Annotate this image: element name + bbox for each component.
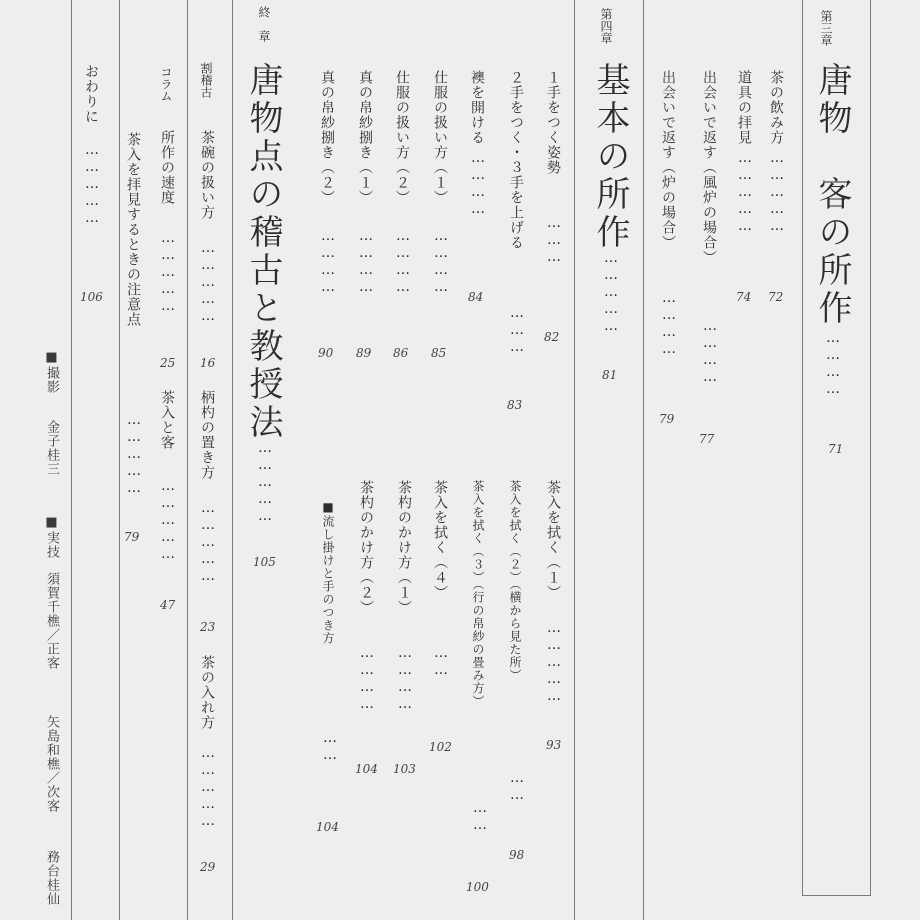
column-item-leader: …………… [160,230,176,315]
final-label: 終 章 [257,6,271,42]
ch4-item-leader: ………… [433,228,449,296]
divider-rule [574,0,575,920]
wari-item-text: 茶の入れ方 [199,655,215,730]
ch4-item-page: 82 [544,330,560,344]
ch4-item-leader: ……… [509,305,525,356]
divider-rule [232,0,233,920]
column-item-page: 25 [160,356,176,370]
column-label: コラム [159,66,173,102]
ch4-item2-page: 102 [429,740,452,754]
column-item-page: 47 [160,598,176,612]
wari-item-page: 23 [200,620,216,634]
wari-item-text: 柄杓の置き方 [199,390,215,480]
chapter4-label: 第四章 [599,8,613,44]
ch4-item-text: １手をつく姿勢 [545,70,561,175]
wari-item-leader: …………… [200,500,216,585]
chapter3-leader: ………… [825,330,841,398]
owari-leader: …………… [84,142,100,227]
ch4-item-text: 真の帛紗捌き（１） [357,70,373,205]
divider-rule [643,0,644,920]
chapter4-title: 基本の所作 [590,62,630,252]
ch4-item-text: 仕服の扱い方（２） [394,70,410,205]
ch4-item-text: 真の帛紗捌き（２） [319,70,335,205]
column-item-text: 所作の速度 [159,130,175,205]
divider-rule [187,0,188,920]
ch4-item2-text: 茶入を拭く（１） [545,480,561,600]
ch4-item2-page: 100 [466,880,489,894]
ch3-item-page: 77 [699,432,715,446]
ch4-item2-text: 茶杓のかけ方（１） [396,480,412,615]
ch4-item2-text: ■流し掛けと手のつき方 [321,500,335,645]
ch3-item-page: 79 [659,412,675,426]
chapter4-page: 81 [602,368,618,382]
wari-item-text: 茶碗の扱い方 [199,130,215,220]
divider-rule [119,0,120,920]
ch3-item-text: 出会いで返す（炉の場合） [660,70,676,250]
ch4-item-text: 襖を開ける [469,70,485,145]
ch3-item-leader: ………… [702,318,718,386]
ch3-item-leader: ………… [661,290,677,358]
staff-3: 務台桂仙 [44,850,59,906]
divider-rule [71,0,72,920]
ch4-item-leader: ………… [320,228,336,296]
ch4-item-page: 83 [507,398,523,412]
ch3-item-text: 出会いで返す（風炉の場合） [701,70,717,265]
ch4-item-page: 85 [431,346,447,360]
wari-item-page: 16 [200,356,216,370]
staff-label: ■実技 [44,515,59,559]
wari-label: 割稽古 [199,62,213,98]
staff-1: 須賀千樵／正客 [44,572,59,670]
ch4-item-page: 90 [318,346,334,360]
ch4-item-leader: ……… [546,215,562,266]
ch3-item-page: 72 [768,290,784,304]
ch4-item2-text: 茶入を拭く（４） [432,480,448,600]
column-item-leader: …………… [160,478,176,563]
final-page: 105 [253,555,276,569]
ch4-item2-page: 93 [546,738,562,752]
ch4-item-text: ２手をつく・３手を上げる [508,70,524,250]
divider-rule [870,0,871,895]
photo-label: ■撮影 [44,350,59,394]
ch4-item2-text: 茶入を拭く（２）（横から見た所） [508,480,522,682]
ch4-item-leader: ………… [358,228,374,296]
ch3-item-text: 茶の飲み方 [768,70,784,145]
ch4-item2-leader: ………… [397,645,413,713]
ch4-item-leader: ………… [470,150,486,218]
owari-text: おわりに [83,64,99,124]
ch4-item2-page: 104 [355,762,378,776]
ch4-item-page: 89 [356,346,372,360]
ch4-item2-leader: …………… [546,620,562,705]
chapter3-page: 71 [828,442,844,456]
ch4-item-page: 86 [393,346,409,360]
ch4-item2-leader: ………… [359,645,375,713]
column-item-text: 茶入と客 [159,390,175,450]
ch4-item2-text: 茶入を拭く（３）（行の帛紗の畳み方） [471,480,485,708]
ch4-item2-page: 103 [393,762,416,776]
final-leader: …………… [257,440,273,525]
staff-2: 矢島和樵／次客 [44,715,59,813]
ch3-item-page: 74 [736,290,752,304]
ch4-item2-leader: …… [322,730,338,764]
ch4-item-text: 仕服の扱い方（１） [432,70,448,205]
ch3-item-text: 道具の拝見 [736,70,752,145]
ch4-item2-text: 茶杓のかけ方（２） [358,480,374,615]
bottom-rule [802,895,871,896]
chapter3-label: 第三章 [819,10,833,46]
final-title: 唐物点の稽古と教授法 [243,62,283,442]
ch4-item-page: 84 [468,290,484,304]
ch4-item2-leader: …… [509,770,525,804]
column-item-page: 79 [124,530,140,544]
ch4-item2-page: 98 [509,848,525,862]
column-item-text: 茶入を拝見するときの注意点 [125,132,141,327]
owari-page: 106 [80,290,103,304]
photo-name: 金子桂三 [44,420,59,476]
divider-rule [802,0,803,895]
chapter3-title: 唐物 客の所作 [812,62,852,328]
wari-item-leader: …………… [200,745,216,830]
column-item-leader: …………… [126,412,142,497]
ch4-item-leader: ………… [395,228,411,296]
wari-item-page: 29 [200,860,216,874]
chapter4-leader: …………… [603,250,619,335]
ch3-item-leader: …………… [737,150,753,235]
ch3-item-leader: …………… [769,150,785,235]
wari-item-leader: …………… [200,240,216,325]
ch4-item2-page: 104 [316,820,339,834]
ch4-item2-leader: …… [472,800,488,834]
ch4-item2-leader: …… [433,645,449,679]
